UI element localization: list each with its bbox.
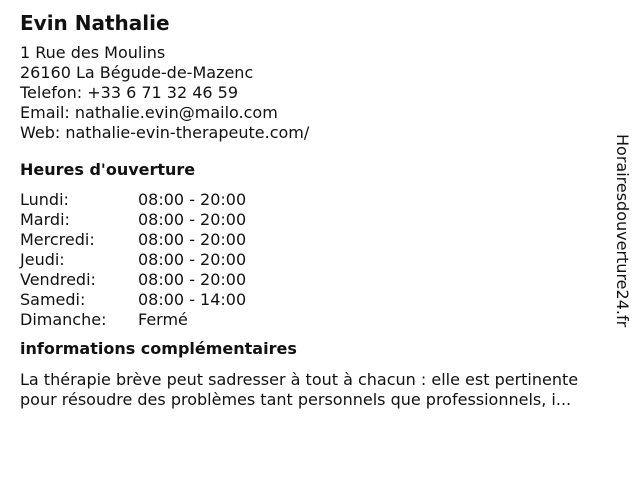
hours-row-mercredi	[20, 230, 620, 250]
day-label: Lundi:	[20, 190, 69, 209]
brand-watermark: Horairesdouverture24.fr	[613, 134, 632, 328]
day-hours: 08:00 - 20:00	[138, 190, 247, 209]
hours-row-lundi	[20, 190, 620, 210]
business-card	[20, 9, 620, 410]
hours-row-mardi	[20, 210, 620, 230]
info-text-line-2: pour résoudre des problèmes tant personnels que professionnels, i...	[20, 390, 572, 409]
web-line[interactable]: Web: nathalie-evin-therapeute.com/	[20, 123, 310, 142]
info-text-line-1: La thérapie brève peut sadresser à tout à chacun : elle est pertinente	[20, 370, 579, 389]
business-name: Evin Nathalie	[20, 11, 170, 35]
email-line[interactable]: Email: nathalie.evin@mailo.com	[20, 103, 278, 122]
hours-table	[20, 190, 620, 330]
address-line-2: 26160 La Bégude-de-Mazenc	[20, 63, 254, 82]
day-label: Dimanche:	[20, 310, 107, 329]
day-label: Samedi:	[20, 290, 86, 309]
phone-line[interactable]: Telefon: +33 6 71 32 46 59	[20, 83, 239, 102]
day-hours: 08:00 - 20:00	[138, 230, 247, 249]
day-hours: 08:00 - 20:00	[138, 270, 247, 289]
day-hours: 08:00 - 14:00	[138, 290, 247, 309]
day-label: Vendredi:	[20, 270, 96, 289]
day-label: Mercredi:	[20, 230, 95, 249]
address-line-1: 1 Rue des Moulins	[20, 43, 166, 62]
hours-row-vendredi	[20, 270, 620, 290]
hours-row-jeudi	[20, 250, 620, 270]
hours-row-samedi	[20, 290, 620, 310]
day-label: Jeudi:	[20, 250, 65, 269]
day-hours: 08:00 - 20:00	[138, 210, 247, 229]
info-title: informations complémentaires	[20, 339, 297, 358]
day-label: Mardi:	[20, 210, 70, 229]
day-hours: Fermé	[138, 310, 188, 329]
hours-title: Heures d'ouverture	[20, 160, 196, 179]
day-hours: 08:00 - 20:00	[138, 250, 247, 269]
hours-row-dimanche	[20, 310, 620, 330]
